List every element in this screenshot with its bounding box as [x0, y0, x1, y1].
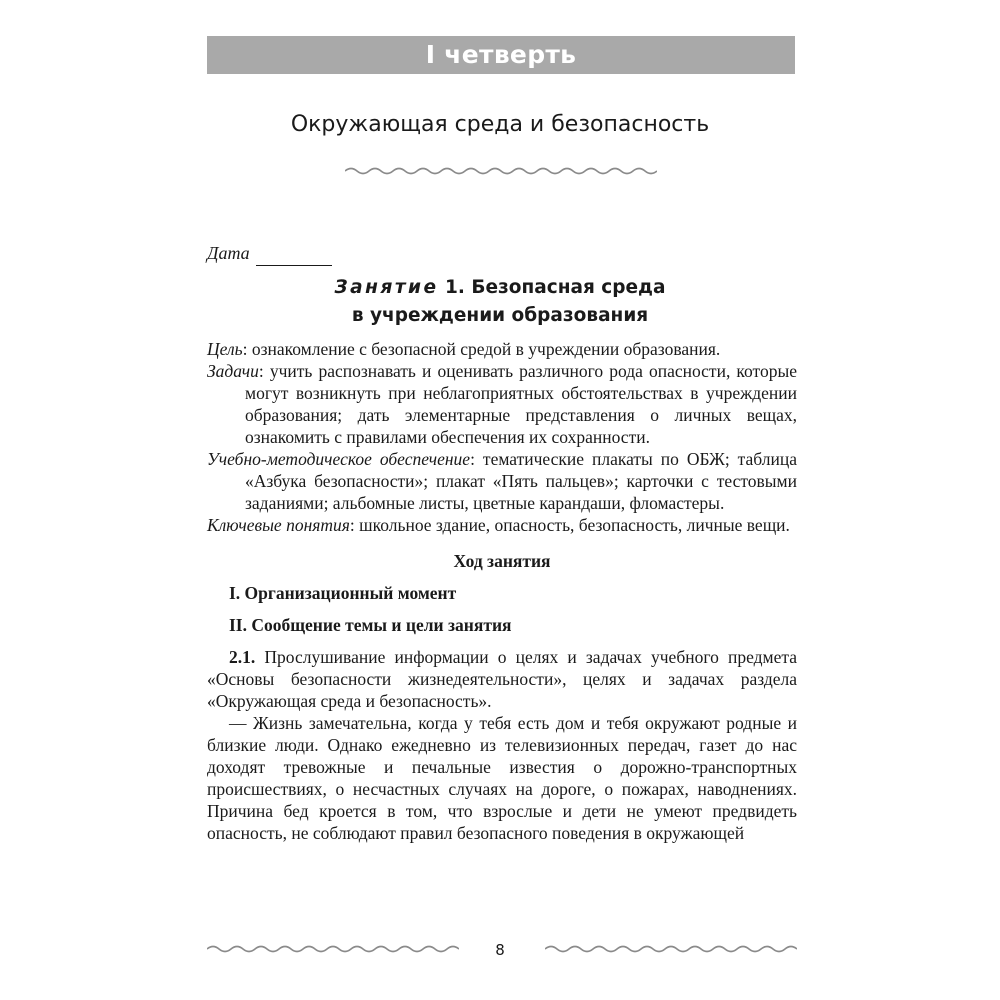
- support-entry: [207, 448, 797, 514]
- goal-entry: [207, 338, 797, 360]
- support-label: Учебно-методическое обеспечение: [207, 449, 471, 469]
- quarter-banner: [207, 36, 795, 74]
- paragraph-number: 2.1.: [229, 647, 256, 667]
- goal-text: : ознакомление с безопасной средой в учреждении образования.: [242, 339, 721, 359]
- paragraph-2-1: [207, 646, 797, 712]
- date-field: [207, 240, 332, 266]
- lesson-title-line2: в учреждении образования: [351, 305, 649, 326]
- key-concepts-label: Ключевые понятия: [207, 515, 350, 535]
- lesson-title: [250, 274, 750, 330]
- section-title: Окружающая среда и безопасность: [290, 112, 710, 137]
- step-2-heading: II. Сообщение темы и цели занятия: [229, 615, 512, 635]
- paragraph-2-1-text: Прослушивание информации о целях и задачах учебного предмета «Основы безопасности жизнедеятельности», целях и задачах раздела «Окружающая среда и безопасность».: [207, 647, 797, 711]
- tasks-text: : учить распознавать и оценивать различного рода опасности, которые могут возникнуть при неблагоприятных обстоятельствах в учреждении образования; дать элементарные представления о личных вещах, ознакомить с правилами обеспечения их сохранности.: [245, 361, 797, 447]
- lesson-word: Занятие: [334, 277, 439, 298]
- quarter-title: I четверть: [425, 40, 577, 69]
- lesson-title-text1: 1. Безопасная среда: [445, 277, 666, 298]
- top-wave-ornament: [345, 164, 657, 178]
- tasks-label: Задачи: [207, 361, 259, 381]
- goal-label: Цель: [207, 339, 243, 359]
- tasks-entry: [207, 360, 797, 448]
- bottom-right-wave-ornament: [545, 942, 797, 956]
- support-text: : тематические плакаты по ОБЖ; таблица «Азбука безопасности»; плакат «Пять пальцев»; карточки с тестовыми заданиями; альбомные листы, цветные карандаши, фломастеры.: [245, 449, 797, 513]
- course-heading: Ход занятия: [453, 551, 551, 571]
- page-number: 8: [495, 941, 505, 959]
- bottom-left-wave-ornament: [207, 942, 459, 956]
- date-label: Дата: [207, 243, 250, 263]
- key-concepts-entry: [207, 514, 797, 536]
- paragraph-dialogue: — Жизнь замечательна, когда у тебя есть дом и тебя окружают родные и близкие люди. Однако ежедневно из телевизионных передач, газет до нас доходят тревожные и печальные известия о дорожно-транспортных происшествиях, о несчастных случаях на дороге, о пожарах, наводнениях. Причина бед кроется в том, что взрослые и дети не умеют предвидеть опасность, не соблюдают правил безопасного поведения в окружающей: [207, 713, 797, 843]
- lesson-content: [207, 338, 797, 844]
- key-concepts-text: : школьное здание, опасность, безопасность, личные вещи.: [349, 515, 790, 535]
- lesson-title-line1: [250, 274, 750, 302]
- date-blank-line: [256, 247, 332, 266]
- step-1-heading: I. Организационный момент: [229, 583, 457, 603]
